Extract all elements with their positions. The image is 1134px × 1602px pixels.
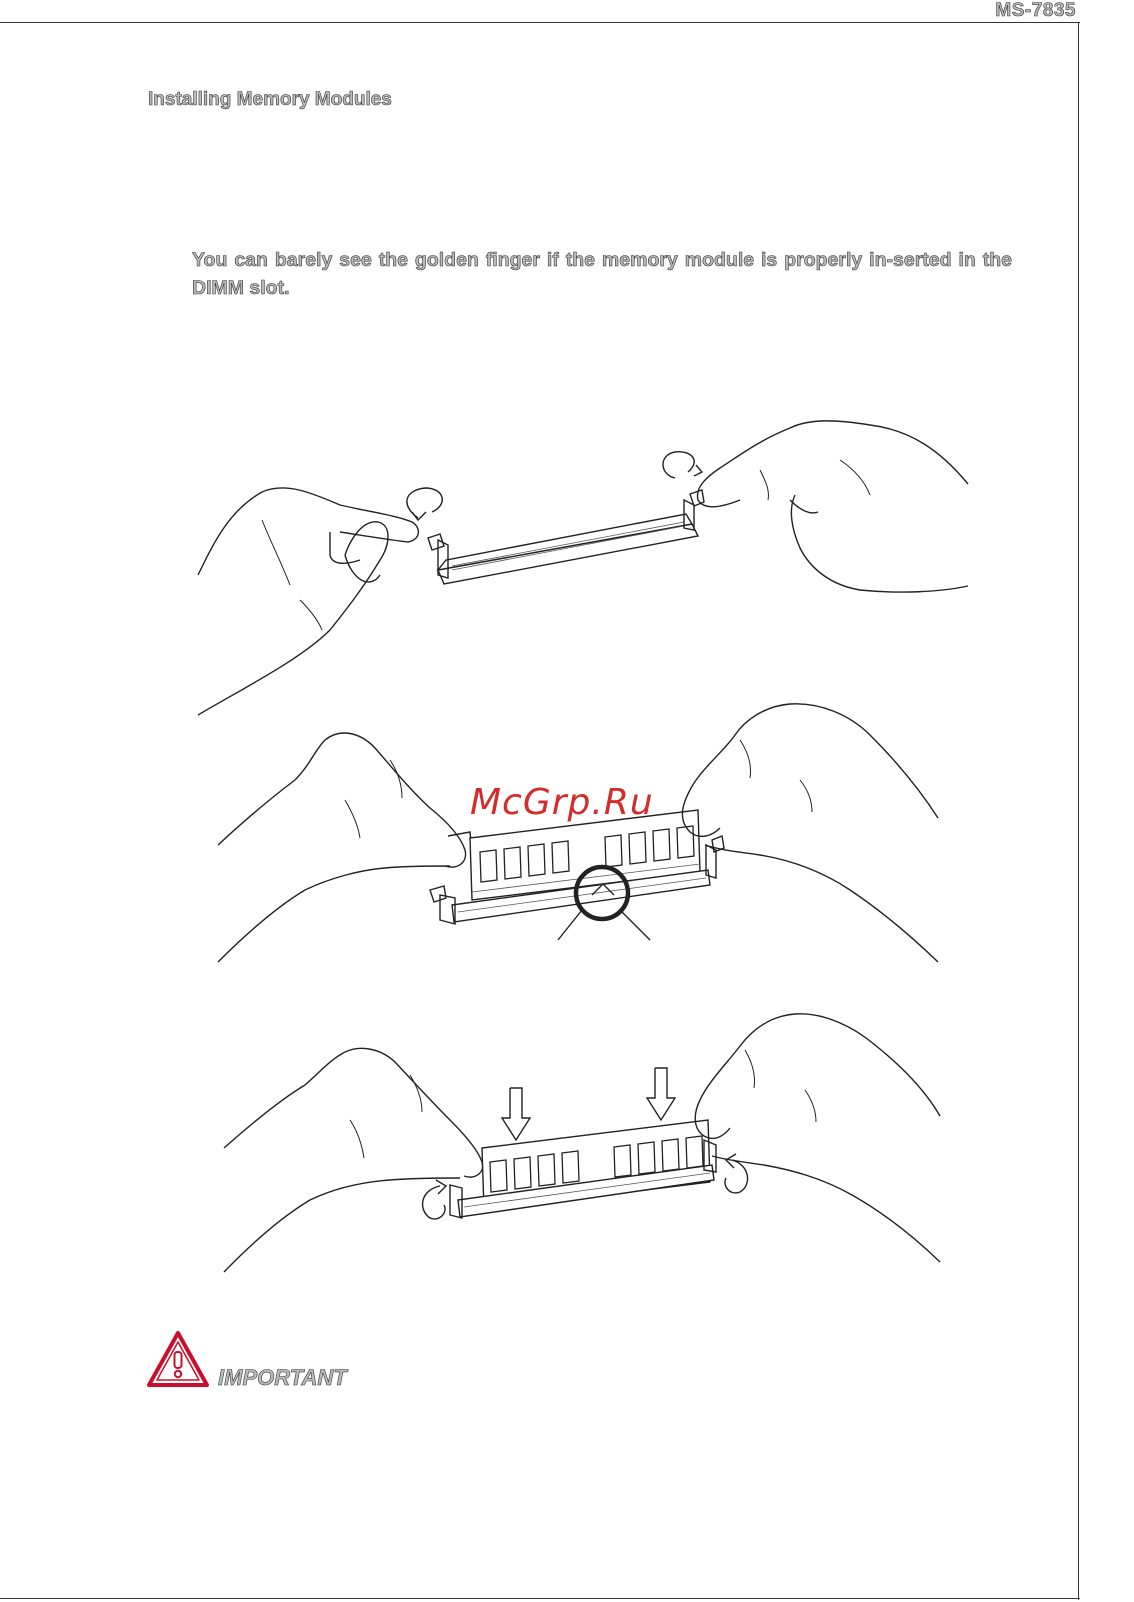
note-text: You can barely see the golden finger if the memory module is properly in-serted in the DIMM slot. [192,249,1012,299]
model-number: MS-7835 [995,0,1076,21]
warning-triangle-icon [146,1330,210,1388]
step2-figure [218,704,938,962]
important-label: IMPORTANT [218,1365,347,1390]
step3-figure [224,1014,940,1272]
section-title: Installing Memory Modules [148,89,392,110]
step1-figure [198,421,968,715]
watermark: McGrp.Ru [470,782,654,823]
